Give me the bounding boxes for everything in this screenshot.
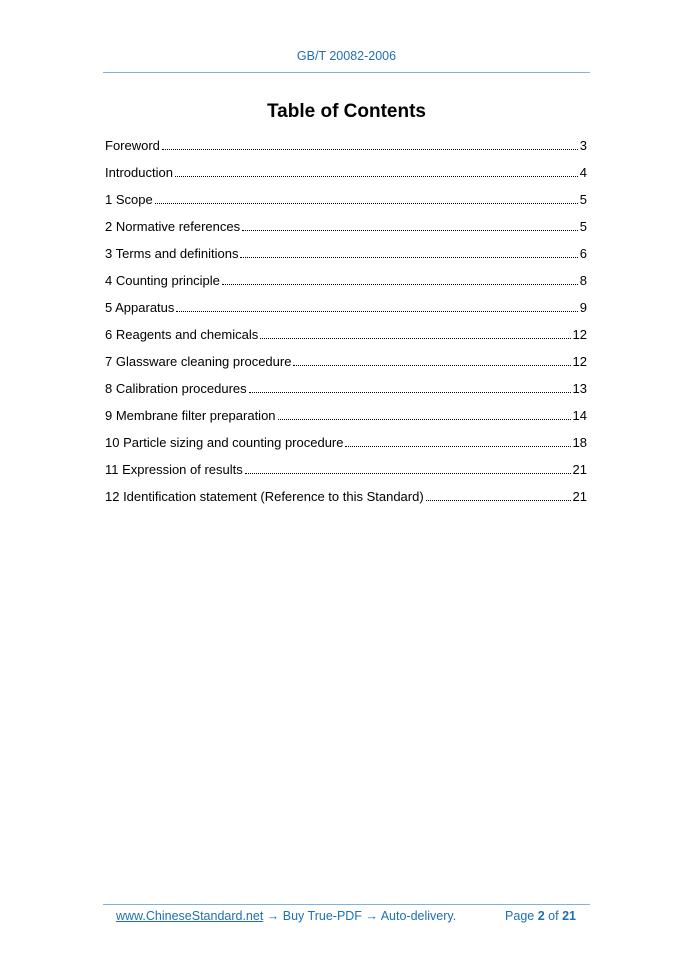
toc-entry-terms-and-definitions[interactable]	[105, 246, 587, 273]
toc-entry-page: 13	[572, 381, 587, 396]
toc-entry-page: 3	[579, 138, 587, 153]
toc-entry-label: 3 Terms and definitions	[105, 246, 239, 261]
toc-entry-page: 14	[572, 408, 587, 423]
toc-dot-leader	[278, 408, 571, 420]
table-of-contents	[105, 138, 587, 516]
toc-entry-label: 12 Identification statement (Reference to this Standard)	[105, 489, 424, 504]
toc-dot-leader	[222, 273, 578, 285]
toc-entry-glassware-cleaning[interactable]	[105, 354, 587, 381]
toc-dot-leader	[175, 165, 578, 177]
toc-entry-label: 8 Calibration procedures	[105, 381, 247, 396]
footer-divider	[103, 904, 590, 905]
toc-dot-leader	[260, 327, 570, 339]
page-of-word: of	[548, 909, 559, 923]
toc-entry-apparatus[interactable]	[105, 300, 587, 327]
toc-entry-page: 9	[579, 300, 587, 315]
toc-entry-calibration-procedures[interactable]	[105, 381, 587, 408]
toc-dot-leader	[249, 381, 571, 393]
current-page: 2	[537, 909, 545, 923]
toc-dot-leader	[245, 462, 571, 474]
toc-entry-page: 21	[572, 489, 587, 504]
toc-entry-label: 2 Normative references	[105, 219, 241, 234]
toc-entry-membrane-filter-preparation[interactable]	[105, 408, 587, 435]
toc-entry-page: 6	[579, 246, 587, 261]
toc-entry-label: Introduction	[105, 165, 173, 180]
total-pages: 21	[562, 909, 576, 923]
header-standard-number: GB/T 20082-2006	[296, 49, 397, 63]
toc-entry-label: 4 Counting principle	[105, 273, 220, 288]
toc-entry-identification-statement[interactable]	[105, 489, 587, 516]
toc-dot-leader	[242, 219, 578, 231]
toc-entry-label: 9 Membrane filter preparation	[105, 408, 276, 423]
toc-dot-leader	[426, 489, 571, 501]
toc-dot-leader	[240, 246, 577, 258]
toc-entry-page: 5	[579, 219, 587, 234]
toc-dot-leader	[293, 354, 570, 366]
page-number	[505, 909, 576, 923]
toc-entry-reagents-and-chemicals[interactable]	[105, 327, 587, 354]
toc-dot-leader	[162, 138, 578, 150]
toc-entry-page: 4	[579, 165, 587, 180]
page-word: Page	[505, 909, 535, 923]
toc-dot-leader	[345, 435, 570, 447]
toc-entry-introduction[interactable]	[105, 165, 587, 192]
toc-entry-page: 8	[579, 273, 587, 288]
toc-entry-label: 1 Scope	[105, 192, 153, 207]
page-footer	[116, 909, 586, 923]
toc-entry-label: Foreword	[105, 138, 160, 153]
toc-entry-normative-references[interactable]	[105, 219, 587, 246]
website-link[interactable]: www.ChineseStandard.net	[116, 909, 264, 923]
toc-entry-label: 5 Apparatus	[105, 300, 175, 315]
toc-dot-leader	[155, 192, 578, 204]
toc-entry-label: 6 Reagents and chemicals	[105, 327, 259, 342]
toc-entry-label: 11 Expression of results	[105, 462, 243, 477]
toc-entry-page: 21	[572, 462, 587, 477]
toc-entry-label: 10 Particle sizing and counting procedure	[105, 435, 344, 450]
toc-entry-label: 7 Glassware cleaning procedure	[105, 354, 292, 369]
toc-entry-page: 18	[572, 435, 587, 450]
toc-dot-leader	[176, 300, 577, 312]
footer-promo-text: → Buy True-PDF → Auto-delivery.	[263, 909, 457, 923]
toc-entry-counting-principle[interactable]	[105, 273, 587, 300]
toc-title: Table of Contents	[266, 101, 427, 122]
toc-entry-page: 12	[572, 354, 587, 369]
toc-entry-scope[interactable]	[105, 192, 587, 219]
header-divider	[103, 72, 590, 73]
toc-entry-foreword[interactable]	[105, 138, 587, 165]
toc-entry-expression-of-results[interactable]	[105, 462, 587, 489]
toc-entry-particle-sizing[interactable]	[105, 435, 587, 462]
toc-entry-page: 5	[579, 192, 587, 207]
toc-entry-page: 12	[572, 327, 587, 342]
